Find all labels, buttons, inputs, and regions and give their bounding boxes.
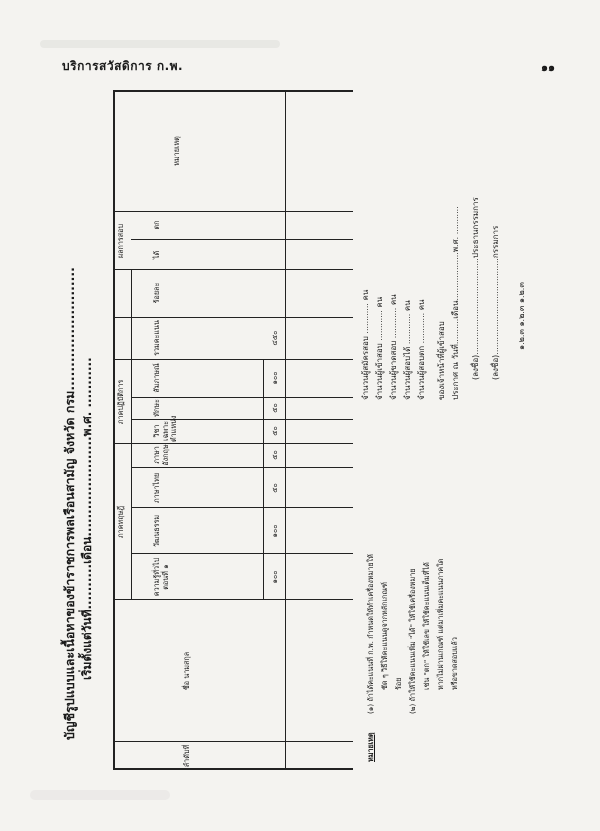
header-practical-1: วิชาเฉพาะตำแหน่ง (152, 415, 179, 442)
full-mark: ๑๐๐ (271, 524, 279, 538)
header-total: รวมคะแนน (152, 320, 161, 356)
header-percent: ร้อยละ (152, 282, 161, 304)
note-2: (๒) ถ้าให้ใช้คะแนนเพิ่ม "ได้" ให้ใช้เครื่องหมาย (408, 568, 417, 714)
full-mark: ๑๐๐ (271, 570, 279, 584)
full-mark: ๕๐ (271, 403, 279, 413)
full-mark: ๕๐ (271, 426, 279, 436)
table-rule (131, 239, 353, 240)
table-rule (131, 553, 353, 554)
header-practical-3: สัมภาษณ์ (152, 363, 161, 393)
header-theory-4: ภาษาอังกฤษ (152, 444, 170, 466)
table-rule (263, 360, 264, 600)
header-practical: ภาคปฏิบัติการ (116, 379, 125, 425)
form-subtitle: เริ่มตั้งแต่วันที่..........เดือน......................พ.ศ. ........... (80, 357, 94, 680)
header-result-pass: ได้ (152, 250, 161, 260)
page-number: ๑๑ (541, 61, 555, 74)
table-rule (113, 359, 353, 360)
notes-heading: หมายเหตุ (366, 732, 375, 762)
note-2c: หากไม่ผ่านเกณฑ์ แต่มาเพิ่มคะแนนภาคใด (436, 558, 445, 690)
header-name: ชื่อ นามสกุล (182, 651, 191, 691)
header-theory: ภาคทฤษฎี (116, 505, 125, 539)
signature-dots: ๑.๒.๓ ๑.๒.๓ ๑.๒.๓ (517, 282, 526, 350)
header-theory-1: ความรู้ทั่วไปตอนที่ ๑ (152, 557, 170, 597)
signature-chair: (ลงชื่อ)......................................ประธานกรรมการ (471, 197, 480, 380)
table-rule (285, 90, 286, 770)
table-rule (113, 91, 353, 93)
summary-line: จำนวนผู้ขาดสอบ ............ คน (389, 294, 398, 400)
table-rule (113, 769, 353, 771)
table-rule (131, 270, 132, 600)
note-2b: เช่น "ตก" ให้ใช้เลข ให้ใช้คะแนนเต็มที่ได้ (422, 562, 431, 690)
summary-line: จำนวนผู้สอบได้ ............ คน (403, 300, 412, 400)
header-no: ลำดับที่ (182, 744, 191, 768)
running-head: บริการสวัสดิการ ก.พ. (62, 59, 184, 73)
table-rule (113, 90, 115, 770)
header-practical-2: ทักษะ (152, 399, 161, 417)
full-mark: ๕๐ (271, 450, 279, 460)
scan-artifact (30, 790, 170, 800)
table-rule (113, 269, 353, 270)
table-rule (113, 317, 353, 318)
form-title: บัญชีรูปแบบและเนื้อหาของข้าราชการพลเรือนสามัญ จังหวัด กรม.......................... (62, 267, 77, 740)
scan-artifact (40, 40, 280, 48)
signature-member: (ลงชื่อ)......................................กรรมการ (491, 225, 500, 380)
note-1c: ร้อย (394, 677, 403, 690)
note-2d: หรือขาดสอบแล้ว (450, 637, 459, 690)
summary-line: จำนวนผู้เข้าสอบ ............ คน (375, 296, 384, 400)
full-mark: ๕๐ (271, 483, 279, 493)
header-theory-2: วัฒนธรรม (152, 514, 161, 548)
summary-line: จำนวนผู้สมัครสอบ ............ คน (361, 289, 370, 400)
summary-line: จำนวนผู้สอบตก ............ คน (417, 299, 426, 400)
note-1: (๑) ถ้าได้คะแนนที่ ก.พ. กำหนดให้ทำเครื่องหมายให้ (366, 554, 375, 714)
sign-note: ของเจ้าหน้าที่ผู้เข้าสอบ (437, 321, 446, 400)
header-result-fail: ตก (152, 220, 161, 230)
note-1b: ชัด ๆ วิธีให้คะแนนดูจากหลักเกณฑ์ (380, 582, 389, 690)
full-mark-total: ๔๕๐ (271, 330, 279, 346)
date-line: ประกาศ ณ วันที่..........เดือน...................พ.ศ. ........... (451, 206, 460, 400)
full-mark: ๑๐๐ (271, 371, 279, 385)
table-rule (113, 443, 353, 444)
rotated-form (55, 90, 555, 770)
table-rule (131, 507, 353, 508)
table-rule (131, 397, 353, 398)
header-remarks: หมายเหตุ (172, 136, 181, 166)
header-theory-3: ภาษาไทย (152, 472, 161, 504)
header-result: ผลการสอบ (116, 223, 125, 259)
table-rule (131, 467, 353, 468)
table-rule (113, 211, 353, 212)
table-rule (113, 599, 353, 600)
table-rule (113, 741, 353, 742)
